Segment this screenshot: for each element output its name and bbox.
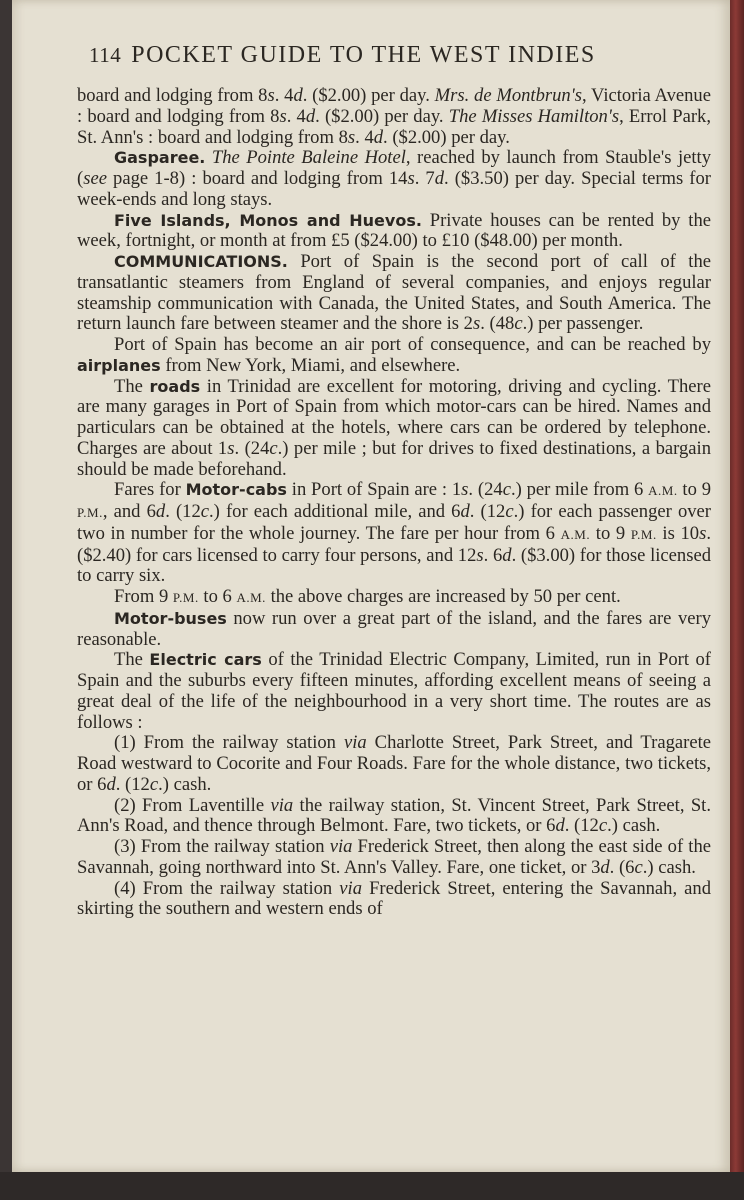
text-run: Port of Spain is the second port of call of the transatlantic steamers from England of several companies, and enjoys regular steamship communication with Canada, the United States, and South America. The return launch fare between steamer and the shore is 2	[77, 251, 711, 335]
text-run: The	[114, 649, 150, 671]
italic-run: d	[106, 773, 116, 795]
text-run: . ($3.50) per day. Special terms for week-ends and long stays.	[77, 168, 711, 210]
italic-run: s	[279, 105, 287, 127]
text-run: .) cash.	[158, 773, 212, 795]
text-run: to 6	[198, 586, 237, 607]
bold-heading-run: Motor-buses	[114, 608, 227, 628]
text-run: P.M.	[172, 590, 199, 605]
text-run: . (12	[564, 815, 599, 837]
text-run: .) cash.	[642, 856, 696, 878]
italic-run: via	[343, 732, 367, 754]
italic-run: d	[293, 85, 303, 106]
italic-run: d	[600, 856, 610, 878]
text-run: . ($2.00) per day.	[315, 105, 449, 127]
text-run: in Trinidad are excellent for motoring, driving and cycling. There are many garages in Port of Spain from which motor-cars can be hired. Names and particulars can be obtained at the hotels, where cars can be ordered by telephone. Charges are about 1	[77, 375, 711, 459]
paragraph-night-charges	[77, 587, 711, 609]
text-run: A.M.	[648, 483, 678, 499]
italic-run: s	[461, 479, 469, 501]
paragraph-route-4	[77, 879, 711, 921]
paragraph-communications	[77, 252, 711, 335]
text-run: (3) From the railway station	[114, 836, 330, 857]
text-run: .) per mile ; but for drives to fixed destinations, a bargain should be made beforehand.	[77, 437, 712, 480]
text-run: . (24	[468, 479, 503, 501]
italic-run: via	[339, 877, 363, 899]
paragraph-lodging-continued	[77, 86, 711, 148]
page-number: 114	[89, 43, 122, 67]
text-run: . (12	[469, 501, 506, 522]
book-spine-edge	[730, 0, 744, 1200]
bold-heading-run: Motor-cabs	[185, 480, 287, 500]
text-run: . ($2.40) for cars licensed to carry four persons, and 12	[77, 522, 711, 566]
italic-run: The Misses Hamilton's	[448, 105, 620, 127]
bold-heading-run: Electric cars	[149, 650, 262, 670]
text-run: .) cash.	[607, 815, 661, 837]
text-run: (4) From the railway station	[114, 877, 340, 899]
text-run: (1) From the railway station	[114, 732, 344, 754]
italic-run: d	[460, 501, 470, 522]
italic-run: s	[347, 126, 356, 148]
text-run: . (12	[115, 773, 150, 795]
italic-run: c	[598, 815, 608, 837]
bold-heading-run: COMMUNICATIONS.	[114, 252, 288, 271]
text-run: .) for each additional mile, and 6	[209, 501, 461, 522]
text-run: (2) From Laventille	[114, 794, 271, 816]
italic-run: s	[476, 544, 484, 566]
italic-run: via	[329, 836, 353, 857]
body-text	[77, 0, 711, 920]
italic-run: via	[270, 794, 294, 816]
text-run: . 4	[355, 126, 374, 148]
text-run: is 10	[656, 522, 700, 544]
text-run: .) for each passenger over two in number for the whole journey. The fare per hour from 6	[77, 501, 711, 544]
text-run: .) per passenger.	[522, 313, 644, 335]
text-run: . (6	[609, 856, 635, 878]
page-bottom-shadow	[0, 1172, 744, 1200]
running-title: POCKET GUIDE TO THE WEST INDIES	[131, 42, 596, 68]
italic-run: s	[267, 85, 275, 106]
text-run: . 4	[286, 105, 306, 127]
text-run: A.M.	[560, 526, 591, 542]
text-run: , Errol Park, St. Ann's : board and lodging from 8	[77, 105, 711, 148]
italic-run: c	[200, 501, 210, 522]
bold-heading-run: airplanes	[77, 355, 161, 375]
paragraph-route-1	[77, 733, 711, 795]
italic-run: The Pointe Baleine Hotel	[211, 147, 406, 169]
text-run: . 7	[414, 168, 435, 189]
text-run: . 6	[483, 544, 503, 566]
paragraph-air-port	[77, 335, 711, 377]
text-run: the above charges are increased by 50 per cent.	[265, 586, 621, 607]
paragraph-five-islands	[77, 211, 711, 253]
bold-heading-run: Gasparee.	[114, 148, 206, 168]
text-run: of the Trinidad Electric Company, Limited, run in Port of Spain and the suburbs every fifteen minutes, affording excellent means of seeing a great deal of the life of the neighbourhood in a very short time. The routes are as follows :	[77, 649, 711, 733]
italic-run: see	[83, 168, 107, 189]
text-run: from New York, Miami, and elsewhere.	[160, 354, 461, 376]
text-run: . ($2.00) per day.	[302, 85, 435, 106]
italic-run: s	[407, 168, 415, 189]
italic-run: c	[505, 501, 514, 522]
italic-run: s	[699, 522, 707, 544]
text-run: P.M.	[77, 505, 103, 520]
text-run: page 1-8) : board and lodging from 14	[106, 168, 408, 189]
italic-run: d	[373, 126, 384, 148]
text-run: A.M.	[236, 590, 266, 605]
italic-run: c	[634, 856, 643, 878]
italic-run: d	[434, 168, 444, 189]
bold-heading-run: roads	[149, 376, 201, 396]
italic-run: Mrs. de Montbrun's	[434, 85, 582, 106]
paragraph-gasparee	[77, 148, 711, 210]
text-run: Fares for	[114, 479, 186, 501]
paragraph-electric-cars	[77, 650, 711, 733]
italic-run: d	[155, 501, 166, 522]
italic-run: c	[502, 479, 511, 501]
text-run: . ($3.00) for those licensed to carry six.	[77, 544, 711, 587]
text-run: board and lodging from 8	[77, 85, 268, 106]
italic-run: c	[269, 437, 278, 459]
paragraph-route-2	[77, 796, 711, 838]
text-run: Frederick Street, entering the Savannah, and skirting the southern and western ends of	[77, 877, 712, 920]
italic-run: d	[502, 544, 512, 566]
italic-run: s	[227, 437, 235, 459]
text-run: . 4	[274, 85, 294, 106]
text-run: . (12	[165, 501, 201, 522]
text-run: .) per mile from 6	[510, 479, 649, 501]
paragraph-route-3	[77, 837, 711, 879]
text-run: to 9	[677, 479, 711, 501]
text-run: the railway station, St. Vincent Street, Park Street, St. Ann's Road, and thence through Belmont. Fare, two tickets, or 6	[77, 794, 711, 837]
text-run: Port of Spain has become an air port of consequence, and can be reached by	[114, 334, 711, 355]
bold-heading-run: Five Islands, Monos and Huevos.	[114, 210, 422, 230]
italic-run: c	[514, 313, 523, 335]
italic-run: s	[472, 313, 481, 335]
text-run: Charlotte Street, Park Street, and Tragarete Road westward to Cocorite and Four Roads. Fare for the whole distance, two tickets, or 6	[77, 732, 711, 795]
text-run: . ($2.00) per day.	[383, 126, 510, 148]
text-run: , and 6	[102, 501, 156, 522]
text-run: . (48	[480, 313, 515, 335]
paragraph-motor-buses	[77, 609, 711, 651]
text-run: , Victoria Avenue : board and lodging from 8	[77, 85, 711, 127]
italic-run: d	[555, 815, 565, 837]
text-run: The	[114, 375, 150, 397]
text-run: Frederick Street, then along the east side of the Savannah, going northward into St. Ann's Valley. Fare, one ticket, or 3	[77, 836, 711, 878]
text-run: Private houses can be rented by the week, fortnight, or month at from £5 ($24.00) to £10 ($48.00) per month.	[77, 209, 711, 252]
text-run: . (24	[234, 437, 270, 459]
text-run: , reached by launch from Stauble's jetty (	[77, 147, 711, 189]
paragraph-roads	[77, 377, 711, 481]
italic-run: c	[149, 773, 159, 795]
text-run: to 9	[590, 522, 631, 544]
text-run: From 9	[114, 586, 173, 607]
text-run: P.M.	[630, 526, 657, 542]
italic-run: d	[305, 105, 316, 127]
text-run: now run over a great part of the island, and the fares are very reasonable.	[77, 607, 711, 650]
paragraph-motor-cabs	[77, 480, 711, 587]
text-run: in Port of Spain are : 1	[286, 479, 462, 501]
